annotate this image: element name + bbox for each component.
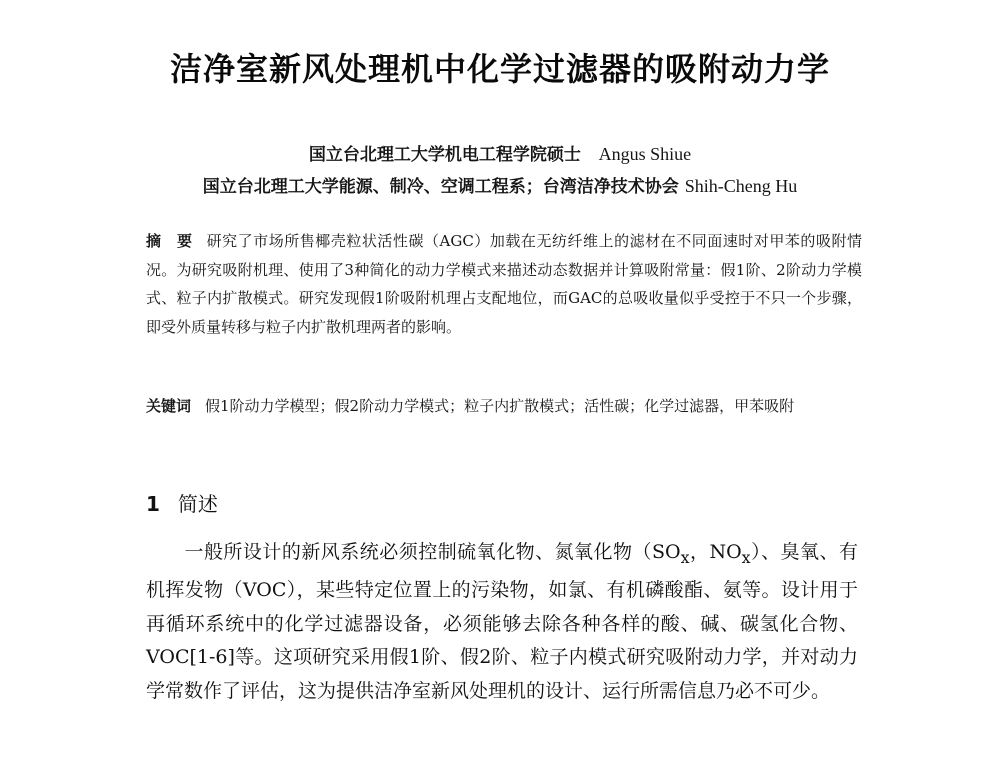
keywords-block: [146, 392, 862, 421]
abstract-label: 摘 要: [146, 232, 193, 250]
author-1-affiliation: 国立台北理工大学机电工程学院硕士: [308, 145, 581, 165]
paper-title: 洁净室新风处理机中化学过滤器的吸附动力学: [169, 50, 830, 88]
keywords-text: 假1阶动力学模型；假2阶动力学模式；粒子内扩散模式；活性碳；化学过滤器，甲苯吸附: [205, 397, 795, 415]
author-1-name: Angus Shiue: [598, 144, 692, 164]
section-heading: [146, 488, 218, 517]
abstract-block: [146, 227, 862, 341]
section-paragraph: [146, 536, 858, 708]
author-2-affiliation: 国立台北理工大学能源、制冷、空调工程系；台湾洁净技术协会: [202, 177, 679, 197]
author-line-1: [0, 140, 1000, 165]
author-line-2: [0, 172, 1000, 197]
author-2-name: Shih-Cheng Hu: [684, 176, 798, 196]
section-number: 1: [146, 492, 160, 516]
subscript-x-1: x: [680, 547, 690, 567]
paragraph-part-3: ）、臭氧、有机挥发物（VOC），某些特定位置上的污染物，如氯、有机磷酸酯、氨等。设计用于再循环系统中的化学过滤器设备，必须能够去除各种各样的酸、碱、碳氢化合物、VOC[1-6]等。这项研究采用假1阶、假2阶、粒子内模式研究吸附动力学，并对动力学常数作了评估，这为提供洁净室新风处理机的设计、运行所需信息乃必不可少。: [146, 541, 858, 702]
abstract-text: 研究了市场所售椰壳粒状活性碳（AGC）加载在无纺纤维上的滤材在不同面速时对甲苯的吸附情况。为研究吸附机理、使用了3种简化的动力学模式来描述动态数据并计算吸附常量：假1阶、2阶动力学模式、粒子内扩散模式。研究发现假1阶吸附机理占支配地位，而GAC的总吸收量似乎受控于不只一个步骤，即受外质量转移与粒子内扩散机理两者的影响。: [146, 232, 862, 336]
paragraph-part-1: 一般所设计的新风系统必须控制硫氧化物、氮氧化物（SO: [184, 541, 681, 563]
subscript-x-2: x: [741, 547, 751, 567]
keywords-label: 关键词: [146, 397, 192, 415]
paragraph-part-2: ，NO: [689, 541, 742, 563]
section-title: 简述: [177, 492, 218, 516]
